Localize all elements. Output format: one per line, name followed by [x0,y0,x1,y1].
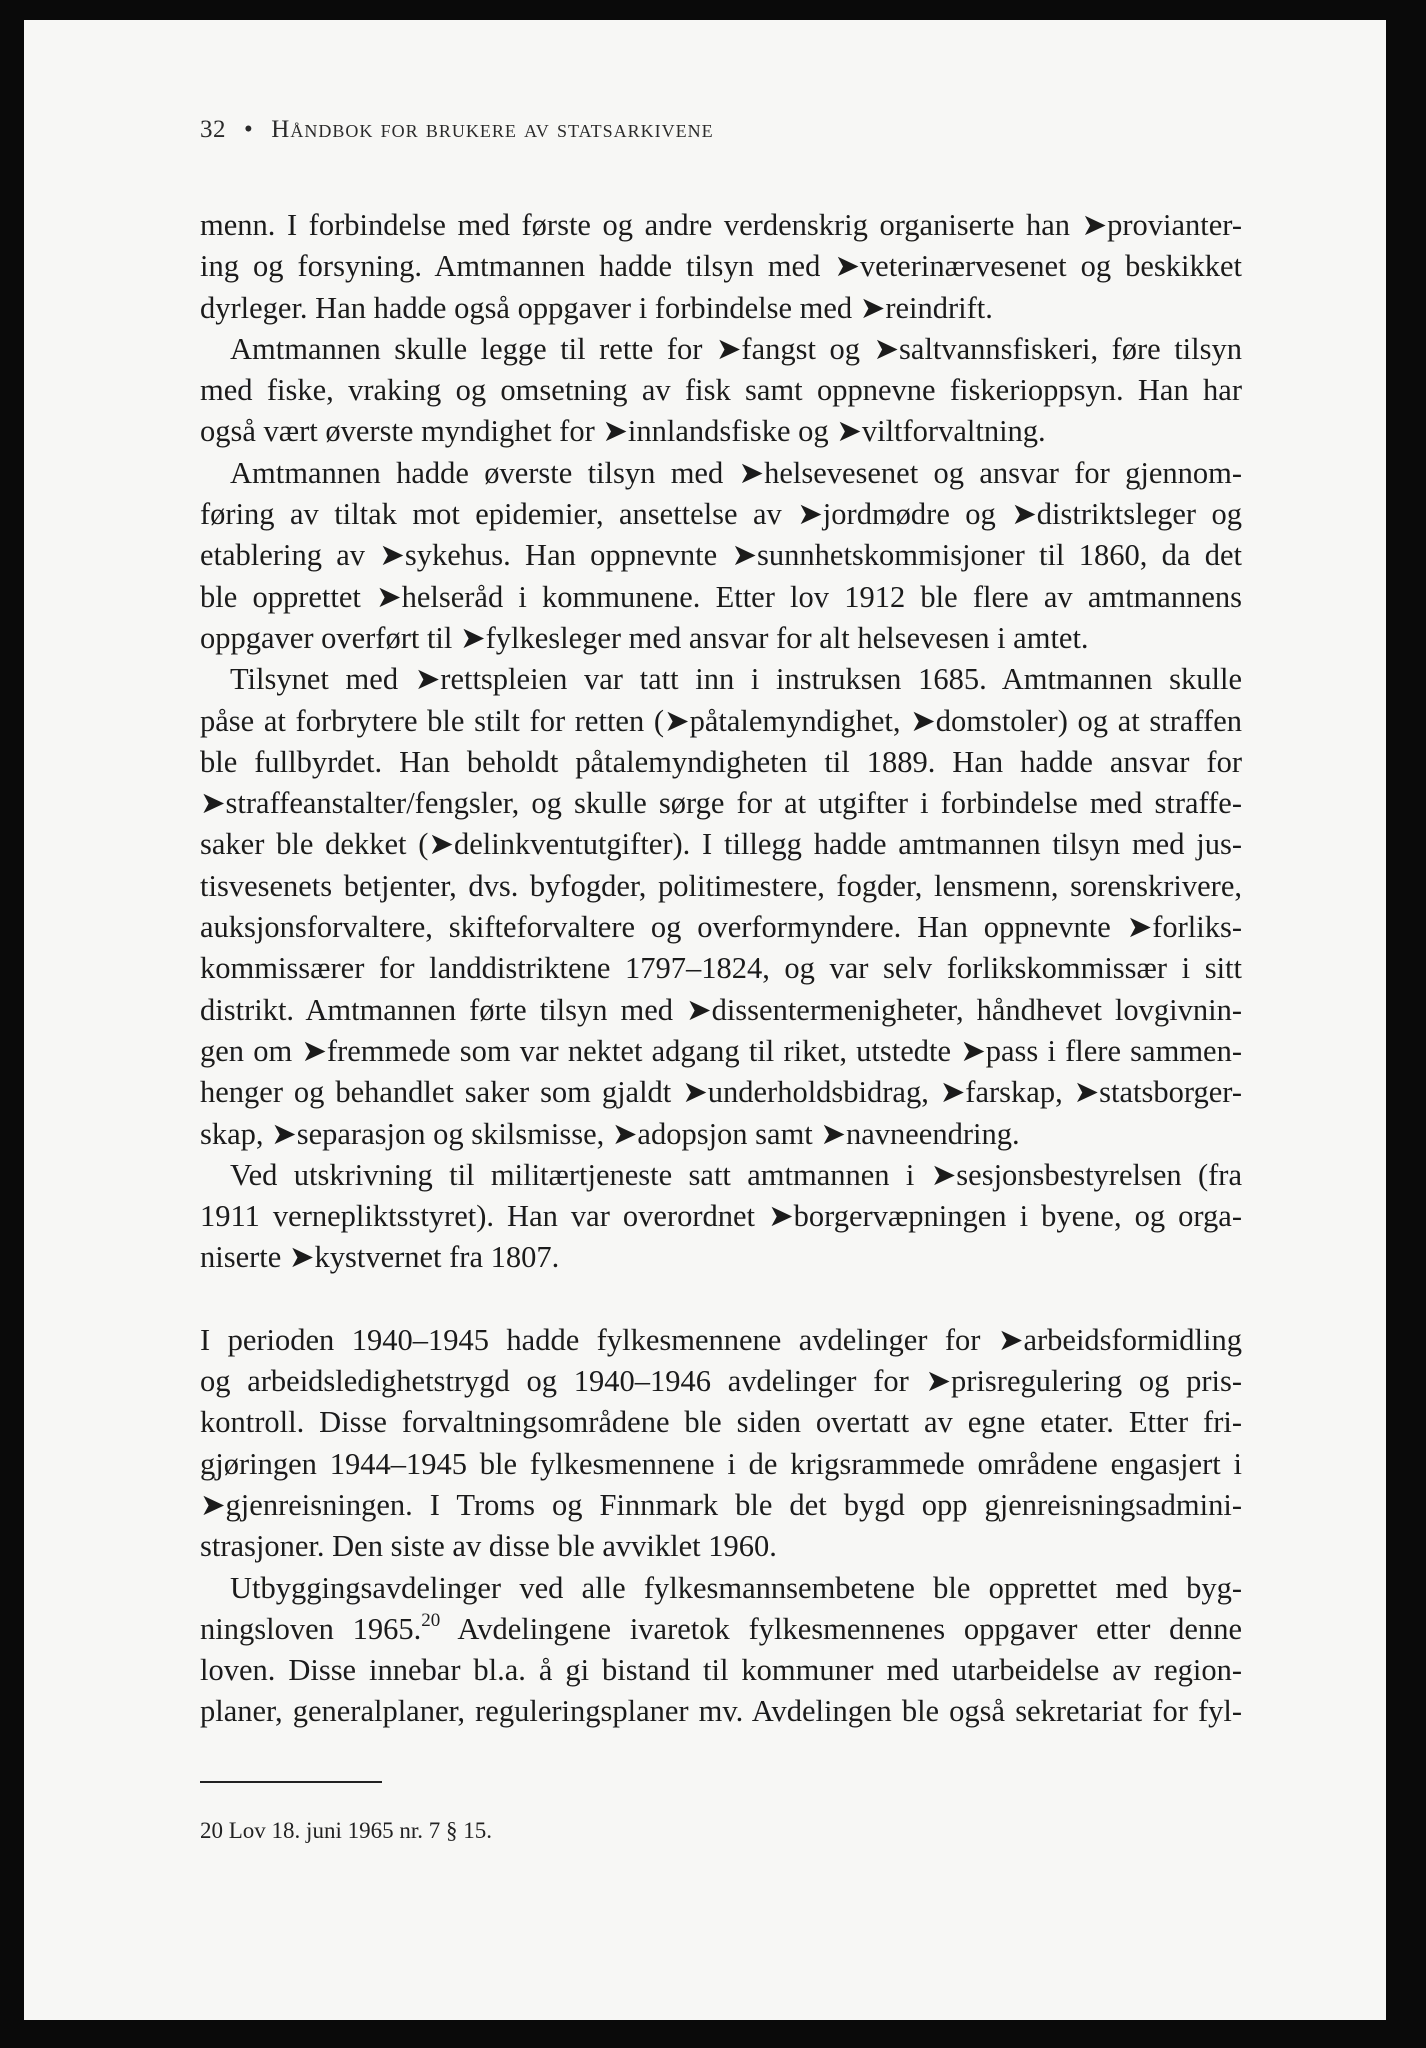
running-header [200,116,714,144]
header-separator: • [244,116,254,143]
text-line: Tilsynet med ➤rettspleien var tatt inn i instruksen 1685. Amtmannen skulle [230,662,1242,697]
text-line: oppgaver overført til ➤fylkesleger med ansvar for alt helsevesen i amtet. [200,620,1089,655]
text-line: saker ble dekket (➤delinkventutgifter). I tillegg hadde amtmannen tilsyn med jus- [200,827,1242,862]
text-line: påse at forbrytere ble stilt for retten (➤påtalemyndighet, ➤domstoler) og at straffen [200,703,1242,738]
paragraph [200,1320,1242,1568]
text-line: etablering av ➤sykehus. Han oppnevnte ➤sunnhetskommisjoner til 1860, da det [200,538,1242,573]
text-line: loven. Disse innebar bl.a. å gi bistand til kommuner med utarbeidelse av region- [200,1653,1242,1688]
paragraph [200,329,1242,453]
page-number: 32 [200,116,226,143]
text-line: Amtmannen skulle legge til rette for ➤fangst og ➤saltvannsfiskeri, føre tilsyn [230,331,1242,366]
text-line: også vært øverste myndighet for ➤innlandsfiske og ➤viltforvaltning. [200,414,1046,449]
text-line: Ved utskrivning til militærtjeneste satt amtmannen i ➤sesjonsbestyrelsen (fra [230,1157,1242,1192]
body-text [200,205,1242,1733]
text-line: gen om ➤fremmede som var nektet adgang til riket, utstedte ➤pass i flere sammen- [200,1033,1242,1068]
text-line: ➤straffeanstalter/fengsler, og skulle sørge for at utgifter i forbindelse med straffe- [200,786,1242,821]
text-line: dyrleger. Han hadde også oppgaver i forbindelse med ➤reindrift. [200,290,993,325]
footnote-reference: 20 [421,1609,441,1631]
header-title: Håndbok for brukere av statsarkivene [271,116,714,143]
text-line: Amtmannen hadde øverste tilsyn med ➤helsevesenet og ansvar for gjennom- [230,455,1242,490]
text-line: 1911 vernepliktsstyret). Han var overordnet ➤borgervæpningen i byene, og orga- [200,1199,1242,1234]
text-line: gjøringen 1944–1945 ble fylkesmennene i de krigsrammede områdene engasjert i [200,1446,1242,1481]
paragraph-gap [200,1279,1242,1320]
text-line: niserte ➤kystvernet fra 1807. [200,1240,560,1275]
text-line: planer, generalplaner, reguleringsplaner mv. Avdelingen ble også sekretariat for fyl- [200,1694,1242,1729]
text-line: skap, ➤separasjon og skilsmisse, ➤adopsjon samt ➤navneendring. [200,1116,1020,1151]
text-line: strasjoner. Den siste av disse ble avviklet 1960. [200,1529,777,1564]
paragraph [200,659,1242,1155]
text-line: og arbeidsledighetstrygd og 1940–1946 avdelinger for ➤prisregulering og pris- [200,1364,1242,1399]
text-line: henger og behandlet saker som gjaldt ➤underholdsbidrag, ➤farskap, ➤statsborger- [200,1075,1242,1110]
text-line: I perioden 1940–1945 hadde fylkesmennene avdelinger for ➤arbeidsformidling [200,1322,1242,1357]
text-line: kontroll. Disse forvaltningsområdene ble siden overtatt av egne etater. Etter fri- [200,1405,1242,1440]
text-line: ble fullbyrdet. Han beholdt påtalemyndigheten til 1889. Han hadde ansvar for [200,744,1242,779]
text-line: ➤gjenreisningen. I Troms og Finnmark ble det bygd opp gjenreisningsadmini- [200,1487,1242,1522]
paragraph [200,205,1242,329]
text-line: tisvesenets betjenter, dvs. byfogder, politimestere, fogder, lensmenn, sorenskrivere, [200,868,1242,903]
footnote-rule [200,1781,382,1783]
paragraph [200,453,1242,659]
text-line: Utbyggingsavdelinger ved alle fylkesmannsembetene ble opprettet med byg- [230,1570,1242,1605]
text-line: ningsloven 1965.20 Avdelingene ivaretok fylkesmennenes oppgaver etter denne [200,1609,1242,1646]
text-line: ble opprettet ➤helseråd i kommunene. Etter lov 1912 ble flere av amtmannens [200,579,1242,614]
text-line: auksjonsforvaltere, skifteforvaltere og overformyndere. Han oppnevnte ➤forliks- [200,910,1242,945]
text-line: føring av tiltak mot epidemier, ansettelse av ➤jordmødre og ➤distriktsleger og [200,497,1242,532]
text-line: med fiske, vraking og omsetning av fisk samt oppnevne fiskerioppsyn. Han har [200,373,1242,408]
text-line: distrikt. Amtmannen førte tilsyn med ➤dissentermenigheter, håndhevet lovgivnin- [200,992,1242,1027]
page [24,20,1386,2020]
text-line: ing og forsyning. Amtmannen hadde tilsyn med ➤veterinærvesenet og beskikket [200,249,1242,284]
text-line: kommissærer for landdistriktene 1797–1824, og var selv forlikskommissær i sitt [200,951,1242,986]
paragraph [200,1568,1242,1733]
text-line: menn. I forbindelse med første og andre verdenskrig organiserte han ➤provianter- [200,208,1242,242]
footnote: 20 Lov 18. juni 1965 nr. 7 § 15. [200,1818,492,1843]
paragraph [200,1155,1242,1279]
